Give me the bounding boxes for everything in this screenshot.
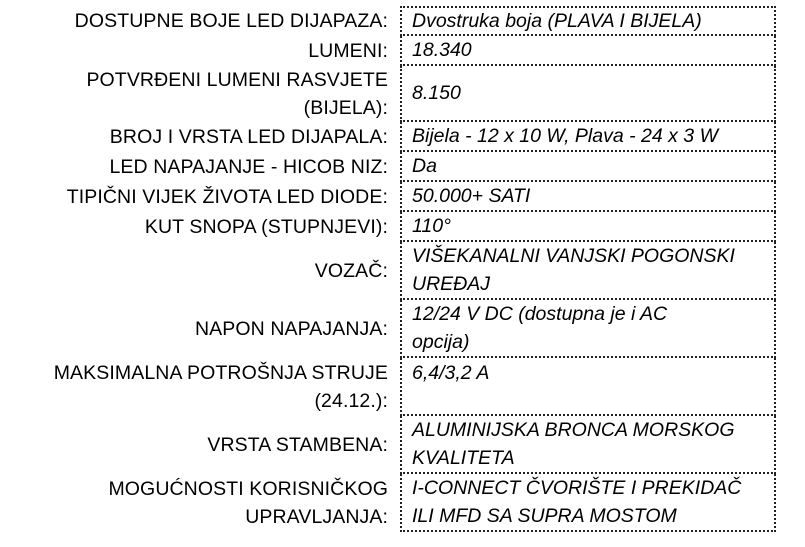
spec-label: TIPIČNI VIJEK ŽIVOTA LED DIODE: bbox=[66, 186, 388, 208]
spec-label: VRSTA STAMBENA: bbox=[207, 434, 388, 456]
spec-row-max-current bbox=[0, 358, 805, 416]
spec-value: 12/24 V DC (dostupna je i AC opcija) bbox=[400, 300, 776, 358]
spec-value: Da bbox=[400, 152, 776, 182]
spec-label: KUT SNOPA (STUPNJEVI): bbox=[144, 216, 388, 238]
spec-label: BROJ I VRSTA LED DIJAPALA: bbox=[109, 126, 388, 148]
spec-value: 6,4/3,2 A bbox=[400, 358, 776, 416]
spec-label: MOGUĆNOSTI KORISNIČKOG UPRAVLJANJA: bbox=[108, 478, 388, 528]
spec-value: VIŠEKANALNI VANJSKI POGONSKI UREĐAJ bbox=[400, 242, 776, 300]
spec-value: 110° bbox=[400, 212, 776, 242]
spec-label: LED NAPAJANJE - HICOB NIZ: bbox=[109, 156, 388, 178]
spec-row-housing bbox=[0, 416, 805, 474]
spec-row-led-colors bbox=[0, 6, 805, 36]
spec-row-lifetime bbox=[0, 182, 805, 212]
spec-row-driver bbox=[0, 242, 805, 300]
spec-row-supply-voltage bbox=[0, 300, 805, 358]
spec-label: POTVRĐENI LUMENI RASVJETE (BIJELA): bbox=[86, 69, 388, 119]
spec-value: Dvostruka boja (PLAVA I BIJELA) bbox=[400, 6, 776, 36]
spec-value: 50.000+ SATI bbox=[400, 182, 776, 212]
spec-label: NAPON NAPAJANJA: bbox=[194, 318, 388, 340]
spec-row-user-control bbox=[0, 474, 805, 532]
spec-row-lumens bbox=[0, 36, 805, 66]
spec-value: 18.340 bbox=[400, 36, 776, 66]
spec-label: VOZAČ: bbox=[314, 260, 388, 282]
spec-table bbox=[0, 6, 805, 532]
spec-value: ALUMINIJSKA BRONCA MORSKOG KVALITETA bbox=[400, 416, 776, 474]
spec-row-led-power bbox=[0, 152, 805, 182]
spec-label: MAKSIMALNA POTROŠNJA STRUJE (24.12.): bbox=[53, 362, 388, 412]
spec-label: LUMENI: bbox=[308, 40, 388, 62]
spec-value: Bijela - 12 x 10 W, Plava - 24 x 3 W bbox=[400, 122, 776, 152]
spec-row-certified-lumens bbox=[0, 66, 805, 122]
spec-row-led-count bbox=[0, 122, 805, 152]
spec-row-beam-angle bbox=[0, 212, 805, 242]
spec-value: I-CONNECT ČVORIŠTE I PREKIDAČ ILI MFD SA SUPRA MOSTOM bbox=[400, 474, 776, 532]
spec-value: 8.150 bbox=[400, 66, 776, 122]
spec-label: DOSTUPNE BOJE LED DIJAPAZA: bbox=[74, 10, 388, 32]
